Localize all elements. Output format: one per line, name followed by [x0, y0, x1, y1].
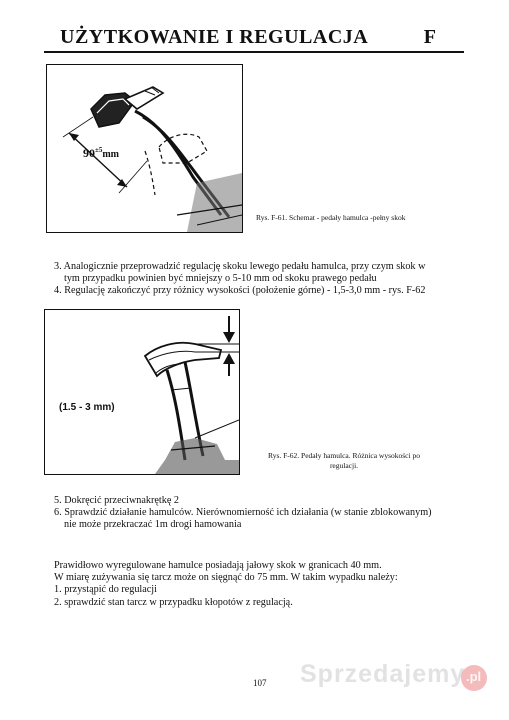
step-3-line1: 3. Analogicznie przeprowadzić regulację skoku lewego pedału hamulca, przy czym skok w	[54, 261, 426, 272]
figure2-caption-line2: regulacji.	[329, 461, 359, 470]
figure1-caption: Rys. F-61. Schemat - pedały hamulca -pełny skok	[256, 213, 406, 222]
figure2-caption	[254, 451, 434, 471]
adjustment-notes	[54, 560, 398, 609]
figure2-caption-line1: Rys. F-62. Pedały hamulca. Różnica wysokości po	[268, 451, 420, 460]
step-6-line2: nie może przekraczać 1m drogi hamowania	[64, 519, 242, 531]
brake-pedal-full-stroke-drawing	[47, 65, 242, 232]
brake-pedal-height-difference-drawing	[45, 310, 239, 474]
figure-f62	[44, 309, 240, 475]
figure2-label: (1.5 - 3 mm)	[59, 402, 115, 413]
svg-text:90±5mm	[83, 146, 120, 160]
note-line-3: 1. przystąpić do regulacji	[54, 584, 157, 596]
step-5: 5. Dokręcić przeciwnakrętkę 2	[54, 495, 180, 506]
figure1-tolerance: ±5	[95, 146, 103, 154]
header-rule	[44, 51, 464, 53]
figure-f61	[46, 64, 243, 233]
steps-5-6	[54, 495, 432, 532]
page-number: 107	[253, 678, 267, 688]
step-6-line1: 6. Sprawdzić działanie hamulców. Nierównomierność ich działania (w stanie zblokowanym)	[54, 507, 432, 519]
note-line-2: W miarę zużywania się tarcz może on sięgnąć do 75 mm. W takim wypadku należy:	[54, 572, 398, 584]
steps-3-4	[54, 261, 425, 298]
note-line-1: Prawidłowo wyregulowane hamulce posiadają jałowy skok w granicach 40 mm.	[54, 560, 382, 571]
watermark-badge-text: .pl	[466, 669, 482, 684]
note-line-4: 2. sprawdzić stan tarcz w przypadku kłopotów z regulacją.	[54, 596, 293, 608]
step-4: 4. Regulację zakończyć przy różnicy wysokości (położenie górne) - 1,5-3,0 mm - rys. F-62	[54, 285, 426, 297]
page-title: UŻYTKOWANIE I REGULACJA	[60, 26, 369, 48]
figure1-dimension: 90	[83, 146, 95, 160]
figure1-unit: mm	[102, 149, 120, 160]
section-letter: F	[423, 26, 436, 48]
watermark-badge	[461, 665, 487, 691]
page-header	[44, 22, 464, 52]
step-3-line2: tym przypadku powinien być mniejszy o 5-10 mm od skoku prawego pedału	[64, 273, 377, 285]
watermark-text: Sprzedajemy	[300, 660, 466, 688]
